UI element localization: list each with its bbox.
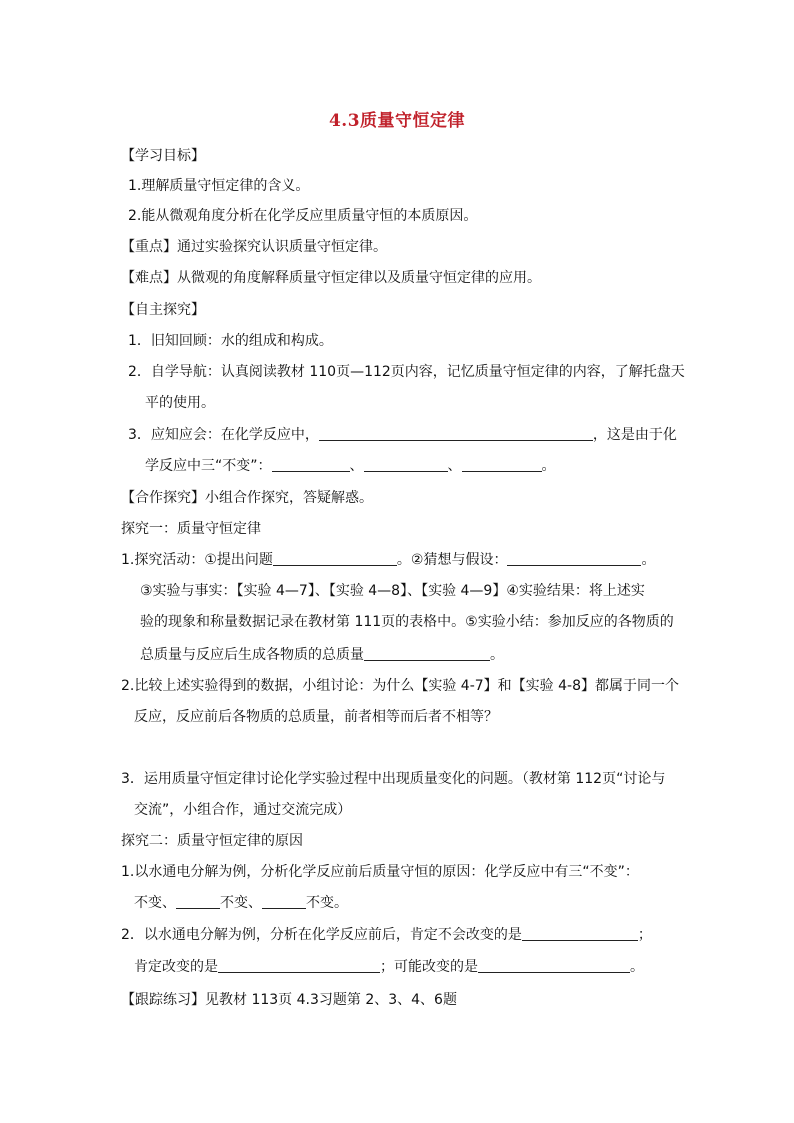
- answer-blank[interactable]: [364, 457, 448, 472]
- answer-blank[interactable]: [522, 926, 638, 941]
- invariant-2: 不变、: [220, 895, 262, 911]
- inquiry-1-question-2-cont: 反应，反应前后各物质的总质量，前者相等而后者不相等？: [134, 709, 498, 725]
- answer-blank[interactable]: [273, 551, 397, 566]
- answer-blank[interactable]: [478, 958, 630, 973]
- separator: 、: [349, 458, 364, 474]
- three-invariants-label: 学反应中三“不变”：: [145, 458, 272, 474]
- self-study-3-text-end: ，这是由于化: [592, 427, 677, 443]
- answer-blank[interactable]: [262, 894, 306, 909]
- inquiry-1-heading: 探究一：质量守恒定律: [121, 521, 261, 537]
- question-2-text: 2．以水通电分解为例，分析在化学反应前后，肯定不会改变的是: [121, 927, 522, 943]
- self-study-2-cont: 平的使用。: [145, 395, 215, 411]
- self-study-3-text: 3．应知应会：在化学反应中，: [128, 427, 319, 443]
- answer-blank[interactable]: [364, 646, 490, 661]
- follow-up-exercise: 【跟踪练习】见教材 113页 4.3习题第 2、3、4、6题: [121, 992, 457, 1008]
- invariant-3: 不变。: [306, 895, 348, 911]
- activity-text: 1.探究活动：①提出问题: [121, 552, 273, 568]
- inquiry-1-question-3-cont: 交流”，小组合作，通过交流完成）: [134, 802, 352, 818]
- goal-2: 2.能从微观角度分析在化学反应里质量守恒的本质原因。: [128, 208, 478, 224]
- invariant-1: 不变、: [134, 895, 176, 911]
- period: 。: [490, 647, 504, 663]
- must-change-label: 肯定改变的是: [134, 959, 218, 975]
- inquiry-1-question-2: 2.比较上述实验得到的数据，小组讨论：为什么【实验 4-7】和【实验 4-8】都属于同一个: [121, 678, 679, 694]
- self-study-3: [128, 425, 677, 445]
- inquiry-1-experiments: ③实验与事实：【实验 4—7】、【实验 4—8】、【实验 4—9】④实验结果：将上述实: [140, 583, 645, 599]
- answer-blank[interactable]: [176, 894, 220, 909]
- separator: 、: [447, 458, 462, 474]
- section-self-study: 【自主探究】: [121, 302, 205, 318]
- self-study-2: 2．自学导航：认真阅读教材 110页—112页内容，记忆质量守恒定律的内容，了解托盘天: [128, 364, 685, 380]
- inquiry-2-question-2: [121, 925, 652, 945]
- activity-text-mid: 。②猜想与假设：: [396, 552, 508, 568]
- inquiry-1-activity: [121, 550, 655, 570]
- key-point: 【重点】通过实验探究认识质量守恒定律。: [121, 239, 387, 255]
- answer-blank[interactable]: [272, 457, 350, 472]
- inquiry-2-question-1: 1.以水通电分解为例，分析化学反应前后质量守恒的原因：化学反应中有三“不变”：: [121, 864, 639, 880]
- goal-1: 1.理解质量守恒定律的含义。: [128, 178, 310, 194]
- inquiry-1-results: 验的现象和称量数据记录在教材第 111页的表格中。⑤实验小结：参加反应的各物质的: [140, 614, 674, 630]
- period: 。: [641, 552, 656, 568]
- section-learning-goals: 【学习目标】: [121, 148, 205, 164]
- answer-blank[interactable]: [462, 457, 542, 472]
- inquiry-2-question-1-cont: [134, 893, 348, 913]
- page-title: 4.3质量守恒定律: [328, 111, 466, 131]
- self-study-1: 1．旧知回顾：水的组成和构成。: [128, 333, 333, 349]
- may-change-label: ；可能改变的是: [380, 959, 478, 975]
- inquiry-1-question-3: 3．运用质量守恒定律讨论化学实验过程中出现质量变化的问题。（教材第 112页“讨论与: [121, 771, 666, 787]
- difficult-point: 【难点】从微观的角度解释质量守恒定律以及质量守恒定律的应用。: [121, 270, 541, 286]
- section-cooperative-study: 【合作探究】小组合作探究，答疑解惑。: [121, 490, 373, 506]
- answer-blank[interactable]: [507, 551, 641, 566]
- inquiry-2-question-2-cont: [134, 957, 644, 977]
- semicolon: ；: [637, 927, 652, 943]
- answer-blank[interactable]: [218, 958, 380, 973]
- self-study-3-cont: [145, 456, 556, 476]
- inquiry-2-heading: 探究二：质量守恒定律的原因: [121, 833, 303, 849]
- period: 。: [541, 458, 556, 474]
- answer-blank[interactable]: [319, 426, 593, 441]
- period: 。: [630, 959, 644, 975]
- summary-text: 总质量与反应后生成各物质的总质量: [140, 647, 364, 663]
- inquiry-1-summary: [140, 645, 504, 665]
